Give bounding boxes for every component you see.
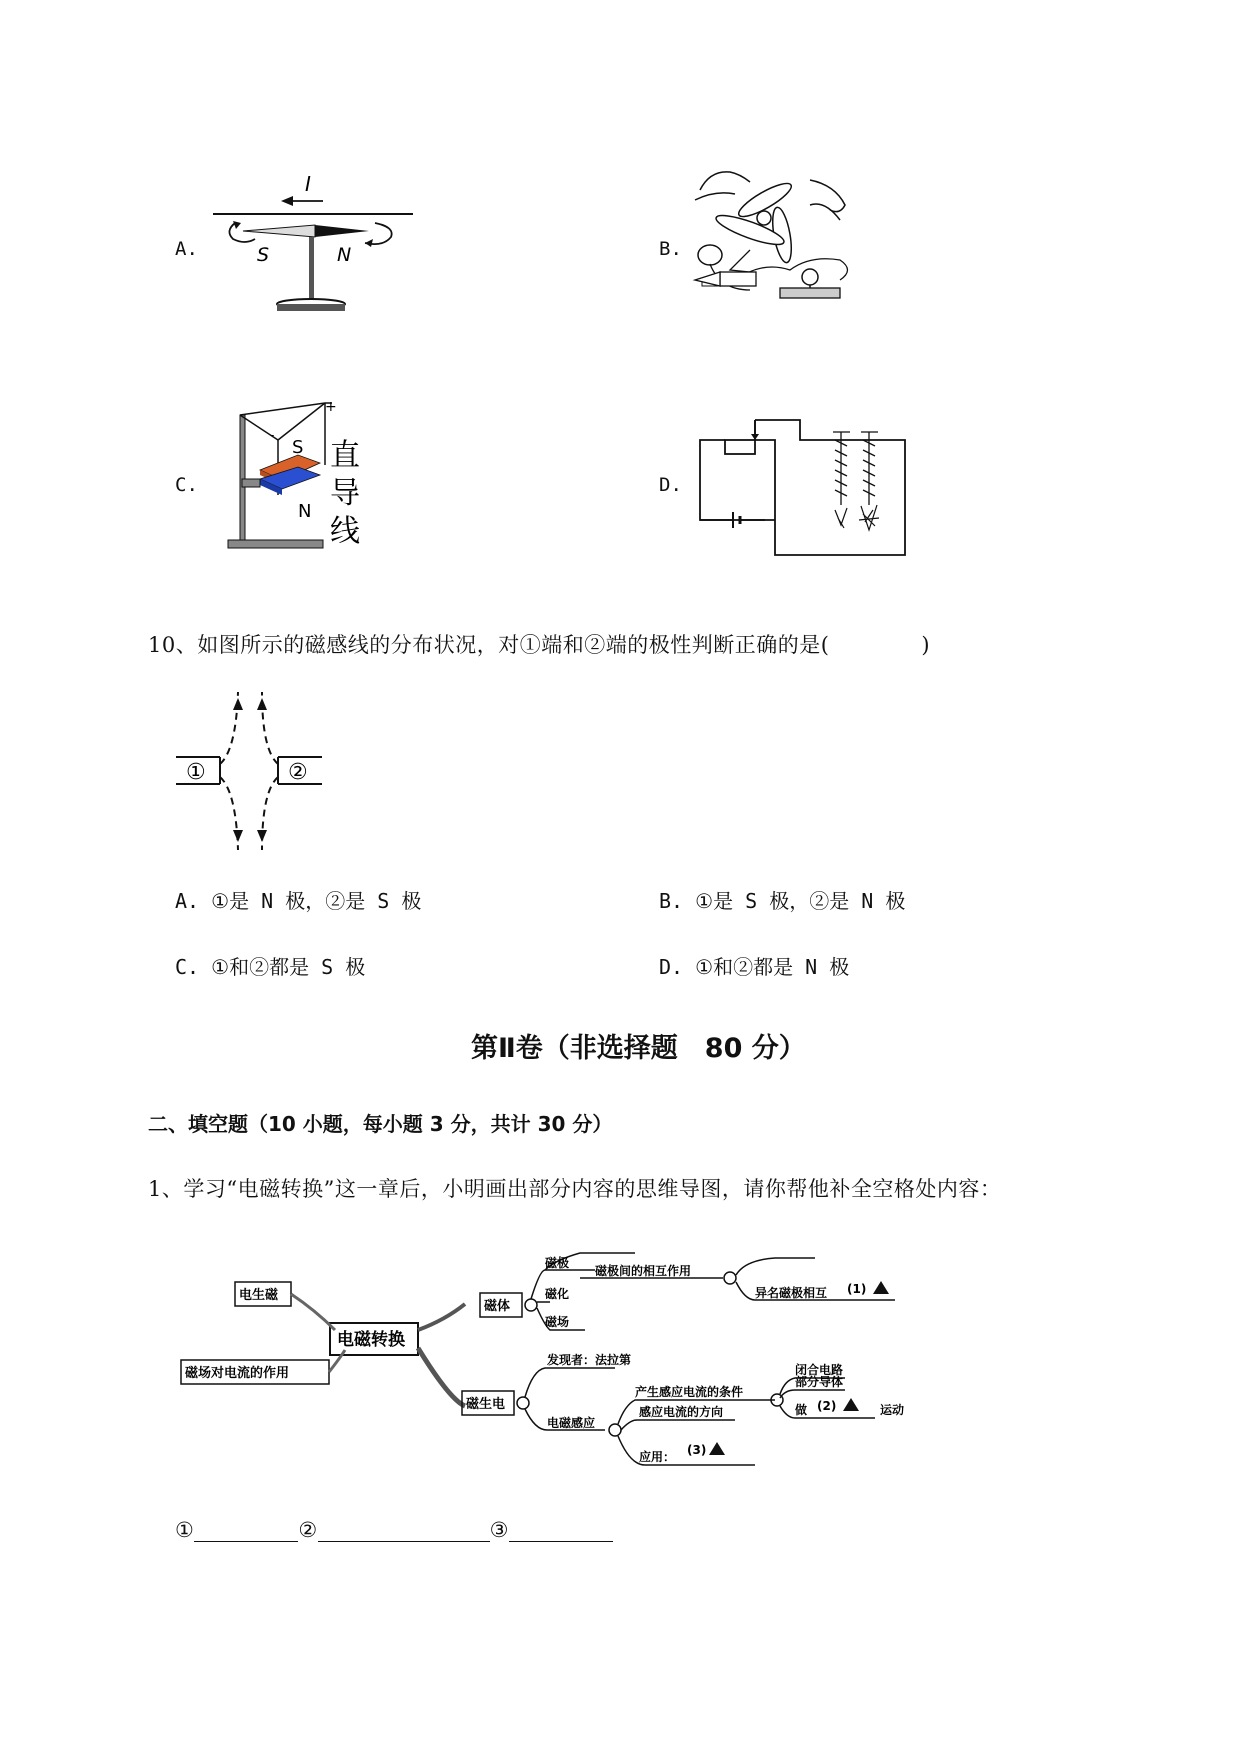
- current-i-label: I: [305, 172, 311, 196]
- straight-wire-label-2: 导: [330, 476, 360, 511]
- q10-magnetic-field-figure: [170, 690, 340, 855]
- q10-choice-d[interactable]: [659, 951, 849, 980]
- mm-blank-1: (1): [847, 1282, 867, 1296]
- answer-blank-1[interactable]: [194, 1519, 298, 1542]
- option-c-letter: C.: [175, 474, 198, 496]
- mm-condition: 产生感应电流的条件: [635, 1385, 744, 1399]
- option-b-figure: [690, 160, 860, 335]
- choice-letter: D.: [659, 955, 684, 979]
- straight-wire-label-1: 直: [330, 438, 360, 473]
- mm-mag-gen-elec: 磁生电: [466, 1397, 506, 1412]
- answer-blank-2[interactable]: [318, 1519, 490, 1542]
- q10-choice-b[interactable]: [659, 885, 905, 914]
- mm-opposite-poles: 异名磁极相互: [755, 1286, 828, 1300]
- option-b-letter: B.: [659, 238, 682, 260]
- q10-close-paren: ): [921, 633, 931, 657]
- needle-s-label: S: [257, 244, 270, 266]
- minus-terminal-label: -: [270, 428, 275, 442]
- mm-pole-interaction: 磁极间的相互作用: [595, 1264, 692, 1278]
- mm-partial-conductor: 部分导体: [795, 1375, 844, 1389]
- mm-closed-circuit: 闭合电路: [795, 1363, 844, 1377]
- option-a-figure: [205, 165, 420, 315]
- mm-do: 做: [795, 1403, 808, 1417]
- mm-magnetize: 磁化: [545, 1287, 570, 1301]
- fill-q1-answers: [175, 1518, 613, 1542]
- straight-wire-label-3: 线: [330, 514, 360, 549]
- magnet-s-label: S: [292, 437, 304, 458]
- option-c-figure: [220, 395, 385, 555]
- option-a-letter: A.: [175, 238, 198, 260]
- choice-letter: B.: [659, 889, 684, 913]
- mm-center: 电磁转换: [337, 1330, 405, 1350]
- q10-stem: [148, 629, 930, 659]
- mm-induction: 电磁感应: [547, 1416, 596, 1430]
- mm-mag-field: 磁场: [545, 1315, 570, 1329]
- plus-terminal-label: +: [325, 399, 337, 415]
- q10-stem-text: 10、如图所示的磁感线的分布状况，对①端和②端的极性判断正确的是(: [148, 633, 830, 657]
- part-2-title: 第Ⅱ卷（非选择题 80 分）: [471, 1033, 806, 1064]
- choice-letter: A.: [175, 889, 200, 913]
- fill-q1-stem: 1、学习“电磁转换”这一章后，小明画出部分内容的思维导图，请你帮他补全空格处内容：: [148, 1177, 1002, 1201]
- mm-magnet-pole: 磁极: [545, 1256, 570, 1270]
- choice-text: ①和②都是 N 极: [695, 955, 850, 979]
- end-2-label: ②: [288, 760, 308, 785]
- answer-label-3: ③: [489, 1518, 509, 1542]
- option-d-figure: [695, 410, 915, 560]
- choice-text: ①和②都是 S 极: [211, 955, 366, 979]
- choice-text: ①是 S 极，②是 N 极: [695, 889, 906, 913]
- q10-choice-a[interactable]: [175, 885, 421, 914]
- mm-application: 应用：: [639, 1450, 676, 1464]
- magnet-n-label: N: [298, 501, 312, 522]
- option-d-letter: D.: [659, 474, 682, 496]
- mind-map-figure: [175, 1230, 935, 1480]
- choice-text: ①是 N 极，②是 S 极: [211, 889, 422, 913]
- end-1-label: ①: [186, 760, 206, 785]
- mm-blank-2: (2): [817, 1399, 837, 1413]
- needle-n-label: N: [337, 244, 352, 266]
- answer-label-1: ①: [175, 1518, 195, 1542]
- mm-discoverer: 发现者：法拉第: [547, 1353, 632, 1367]
- mm-motion: 运动: [880, 1403, 905, 1417]
- mm-left-2: 磁场对电流的作用: [185, 1366, 290, 1381]
- mm-blank-3: (3): [687, 1443, 707, 1457]
- mm-left-1: 电生磁: [239, 1288, 279, 1303]
- section-2-title: 二、填空题（10 小题，每小题 3 分，共计 30 分）: [148, 1112, 613, 1136]
- answer-blank-3[interactable]: [509, 1519, 613, 1542]
- choice-letter: C.: [175, 955, 200, 979]
- mm-magnet: 磁体: [484, 1299, 511, 1314]
- mm-current-direction: 感应电流的方向: [639, 1405, 724, 1419]
- answer-label-2: ②: [298, 1518, 318, 1542]
- q10-choice-c[interactable]: [175, 951, 365, 980]
